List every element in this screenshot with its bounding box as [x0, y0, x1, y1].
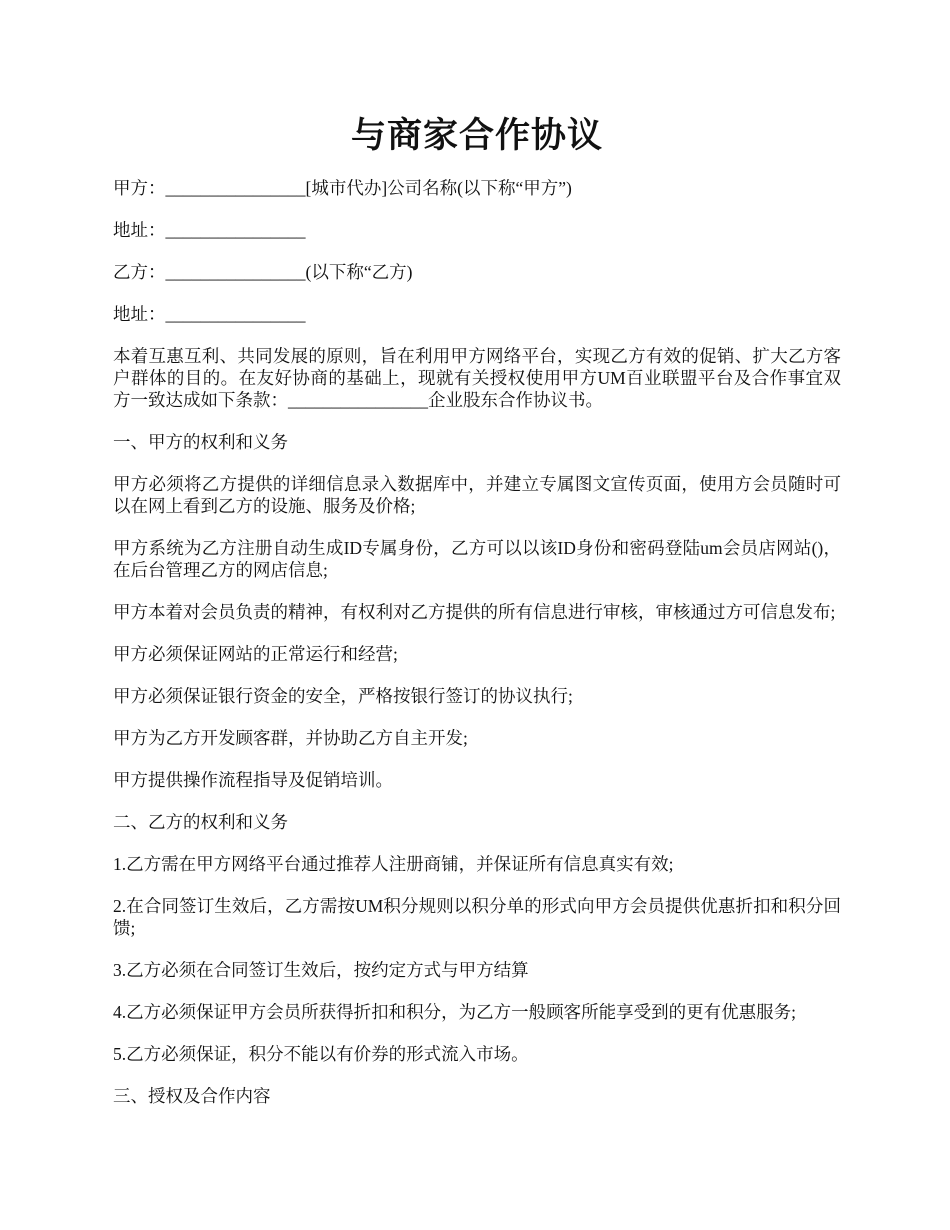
clause-paragraph: 4.乙方必须保证甲方会员所获得折扣和积分，为乙方一般顾客所能享受到的更有优惠服务;	[113, 1002, 796, 1022]
section-heading-party-a: 一、甲方的权利和义务	[113, 432, 288, 452]
preamble-paragraph: 本着互惠互利、共同发展的原则，旨在利用甲方网络平台，实现乙方有效的促销、扩大乙方客户群体的目的。在友好协商的基础上，现就有关授权使用甲方UM百业联盟平台及合作事宜双方一致达成如下条款：________________企业股东合作协议书。	[113, 346, 841, 410]
clause-paragraph: 甲方为乙方开发顾客群，并协助乙方自主开发;	[113, 728, 468, 748]
clause-paragraph: 甲方系统为乙方注册自动生成ID专属身份，乙方可以以该ID身份和密码登陆um会员店网站()，在后台管理乙方的网店信息;	[113, 538, 841, 580]
party-a-line: 甲方：________________[城市代办]公司名称(以下称“甲方”)	[113, 178, 572, 198]
clause-paragraph: 3.乙方必须在合同签订生效后，按约定方式与甲方结算	[113, 960, 529, 980]
clause-paragraph: 甲方必须将乙方提供的详细信息录入数据库中，并建立专属图文宣传页面，使用方会员随时可以在网上看到乙方的设施、服务及价格;	[113, 474, 841, 516]
document-title: 与商家合作协议	[350, 116, 603, 155]
clause-paragraph: 甲方提供操作流程指导及促销培训。	[113, 770, 393, 790]
section-heading-party-b: 二、乙方的权利和义务	[113, 812, 288, 832]
document-page	[113, 112, 841, 1127]
party-a-address: 地址：________________	[113, 220, 306, 240]
clause-paragraph: 甲方必须保证网站的正常运行和经营;	[113, 644, 398, 664]
clause-paragraph: 1.乙方需在甲方网络平台通过推荐人注册商铺，并保证所有信息真实有效;	[113, 854, 674, 874]
party-b-address: 地址：________________	[113, 304, 306, 324]
clause-paragraph: 2.在合同签订生效后，乙方需按UM积分规则以积分单的形式向甲方会员提供优惠折扣和积分回馈;	[113, 896, 841, 938]
clause-paragraph: 5.乙方必须保证，积分不能以有价券的形式流入市场。	[113, 1044, 529, 1064]
section-heading-authorization: 三、授权及合作内容	[113, 1086, 271, 1106]
party-b-line: 乙方：________________(以下称“乙方)	[113, 262, 413, 282]
clause-paragraph: 甲方必须保证银行资金的安全，严格按银行签订的协议执行;	[113, 686, 573, 706]
clause-paragraph: 甲方本着对会员负责的精神，有权利对乙方提供的所有信息进行审核，审核通过方可信息发布;	[113, 602, 836, 622]
